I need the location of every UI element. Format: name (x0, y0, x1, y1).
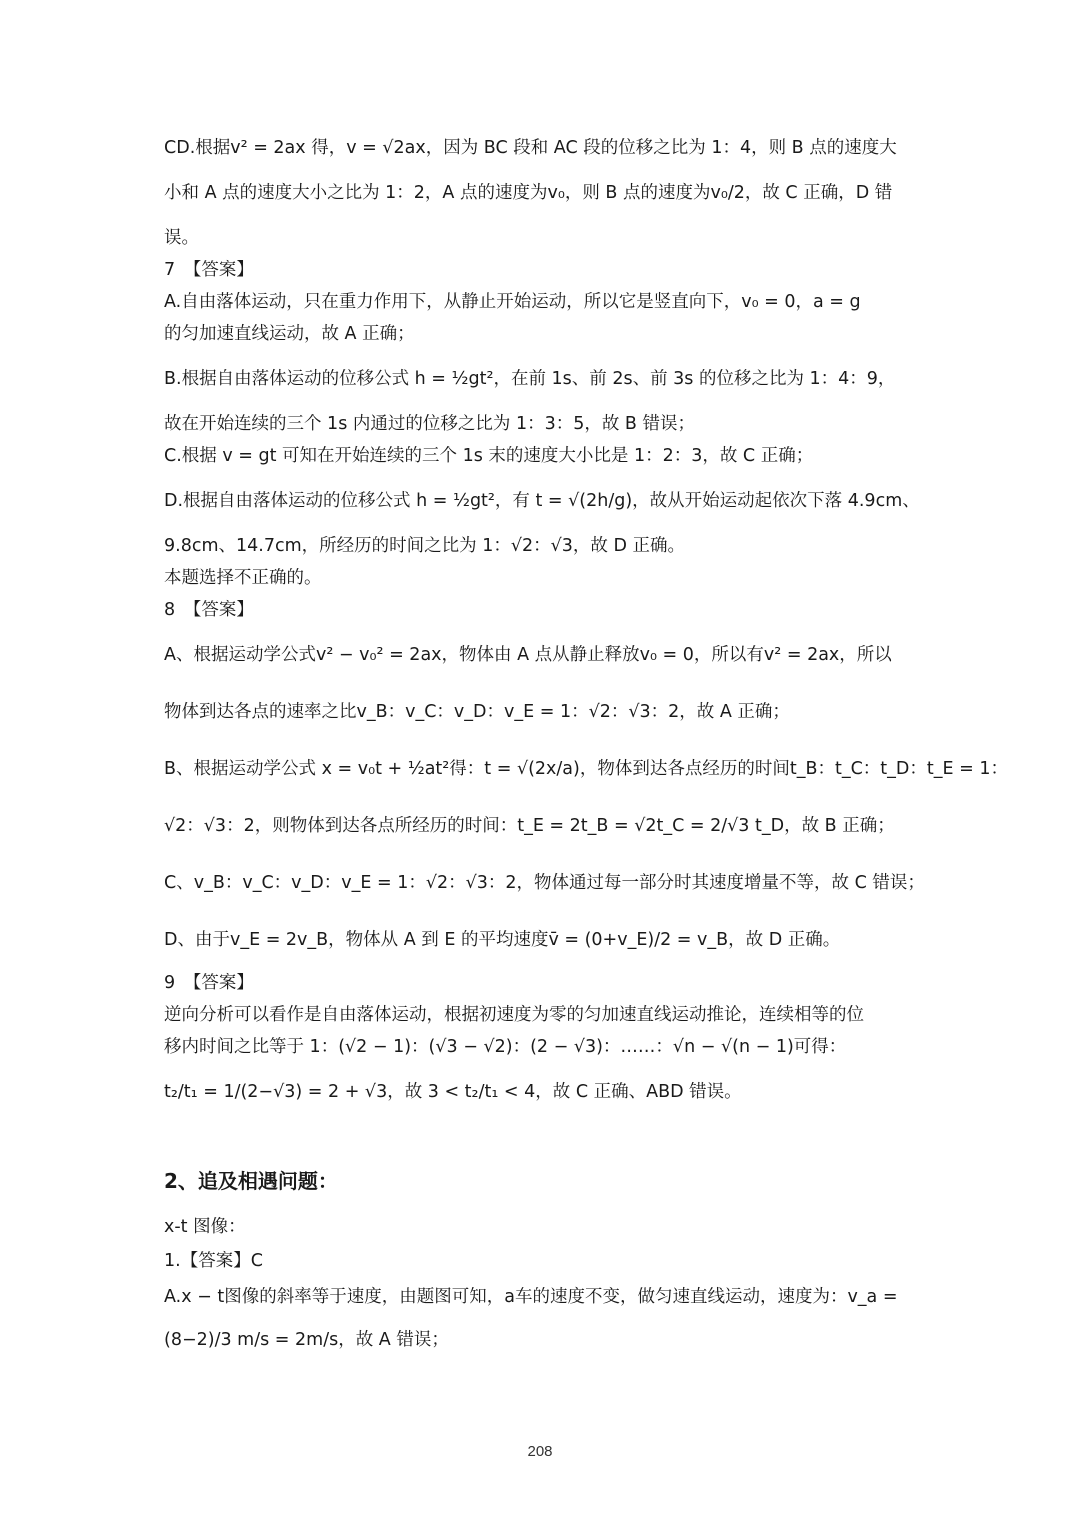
text-line: 误。 (164, 228, 199, 248)
section-heading: 2、追及相遇问题： (164, 1169, 338, 1193)
text-line: 的匀加速直线运动，故 A 正确； (164, 324, 415, 344)
text-line: 9.8cm、14.7cm，所经历的时间之比为 1：√2：√3，故 D 正确。 (164, 536, 685, 556)
text-line: 故在开始连续的三个 1s 内通过的位移之比为 1：3：5，故 B 错误； (164, 414, 695, 434)
text-line: √2：√3：2，则物体到达各点所经历的时间：t_E = 2t_B = √2t_C = 2/√3 t_D，故 B 正确； (164, 816, 895, 836)
text-line: 物体到达各点的速率之比v_B：v_C：v_D：v_E = 1：√2：√3：2，故 A 正确； (164, 702, 790, 722)
text-line: B、根据运动学公式 x = v₀t + ½at²得：t = √(2x/a)，物体到达各点经历的时间t_B：t_C：t_D：t_E = 1： (164, 759, 1008, 779)
text-line: A.自由落体运动，只在重力作用下，从静止开始运动，所以它是竖直向下，v₀ = 0，a = g (164, 292, 861, 312)
text-line: CD.根据v² = 2ax 得，v = √2ax，因为 BC 段和 AC 段的位移之比为 1：4，则 B 点的速度大 (164, 138, 897, 158)
text-line: C.根据 v = gt 可知在开始连续的三个 1s 末的速度大小比是 1：2：3，故 C 正确； (164, 446, 814, 466)
text-line: 逆向分析可以看作是自由落体运动，根据初速度为零的匀加速直线运动推论，连续相等的位 (164, 1005, 864, 1025)
text-line: D、由于v_E = 2v_B，物体从 A 到 E 的平均速度v̄ = (0+v_E)/2 = v_B，故 D 正确。 (164, 930, 841, 950)
text-line: A、根据运动学公式v² − v₀² = 2ax，物体由 A 点从静止释放v₀ = 0，所以有v² = 2ax，所以 (164, 645, 892, 665)
question-heading: 1.【答案】C (164, 1251, 263, 1271)
text-line: (8−2)/3 m/s = 2m/s，故 A 错误； (164, 1330, 449, 1350)
text-line: A.x − t图像的斜率等于速度，由题图可知，a车的速度不变，做匀速直线运动，速度为：v_a = (164, 1287, 898, 1307)
question-heading: 7 【答案】 (164, 260, 254, 280)
text-line: B.根据自由落体运动的位移公式 h = ½gt²，在前 1s、前 2s、前 3s 的位移之比为 1：4：9， (164, 369, 896, 389)
page-number: 208 (527, 1443, 553, 1460)
text-line: C、v_B：v_C：v_D：v_E = 1：√2：√3：2，物体通过每一部分时其速度增量不等，故 C 错误； (164, 873, 925, 893)
text-line: 本题选择不正确的。 (164, 568, 322, 588)
text-line: t₂/t₁ = 1/(2−√3) = 2 + √3，故 3 < t₂/t₁ < 4，故 C 正确、ABD 错误。 (164, 1082, 742, 1102)
text-line: 小和 A 点的速度大小之比为 1：2，A 点的速度为v₀，则 B 点的速度为v₀/2，故 C 正确，D 错 (164, 183, 893, 203)
text-line: D.根据自由落体运动的位移公式 h = ½gt²，有 t = √(2h/g)，故从开始运动起依次下落 4.9cm、 (164, 491, 920, 511)
question-heading: 8 【答案】 (164, 600, 254, 620)
text-line: x-t 图像： (164, 1217, 246, 1237)
text-line: 移内时间之比等于 1：(√2 − 1)：(√3 − √2)：(2 − √3)：……：√n − √(n − 1)可得： (164, 1037, 847, 1057)
question-heading: 9 【答案】 (164, 973, 254, 993)
